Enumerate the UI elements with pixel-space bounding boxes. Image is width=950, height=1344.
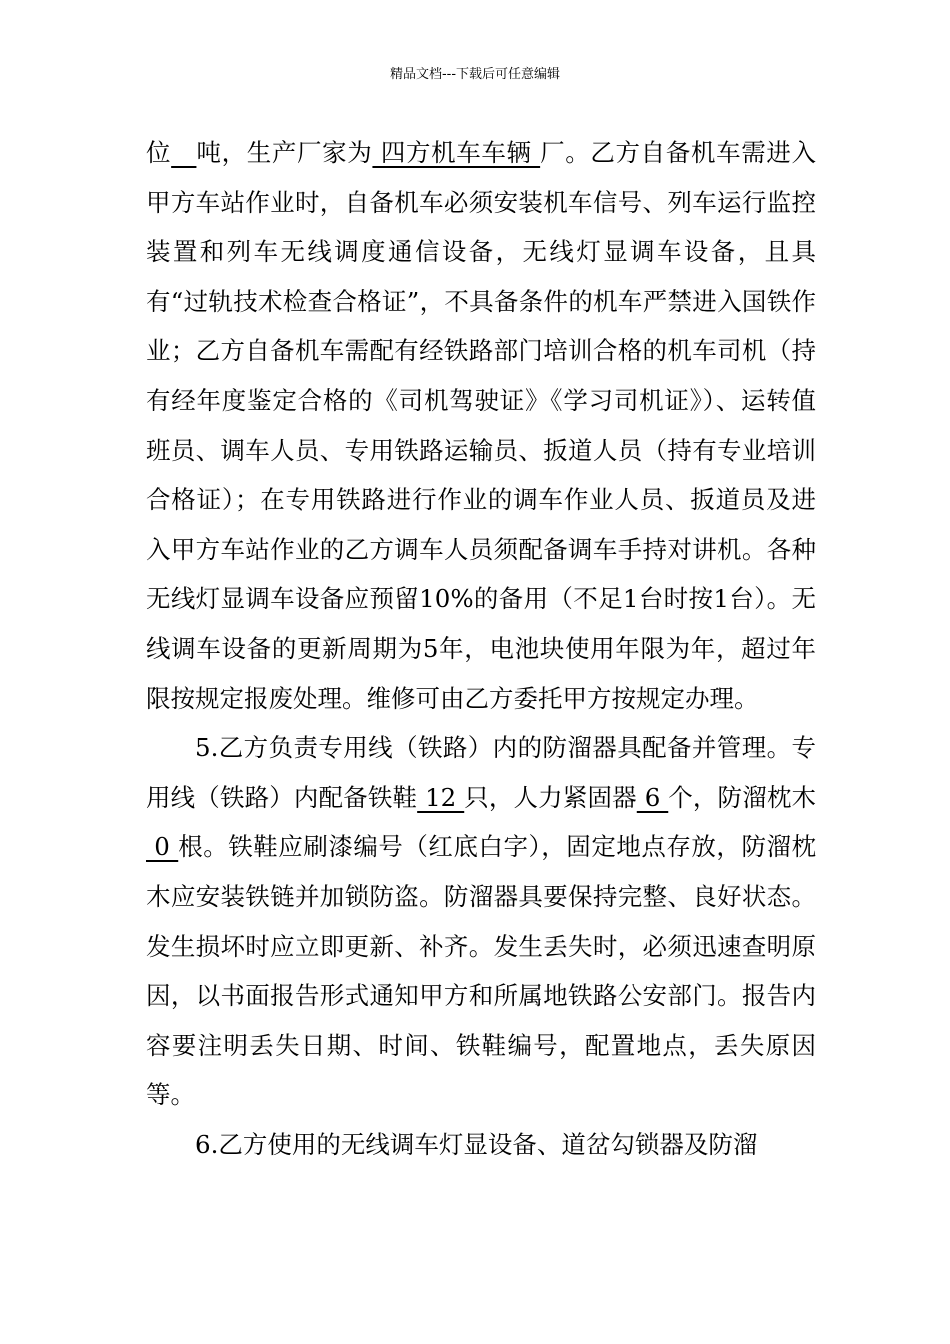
document-body (146, 128, 816, 1169)
text-run: 6.乙方使用的无线调车灯显设备、道岔勾锁器及防溜 (195, 1129, 758, 1159)
paragraph-equipment (146, 128, 816, 723)
text-run: 5.乙方负责专用线（铁路）内的防溜器具配备并管理。专用线（铁路）内配备铁鞋 (146, 733, 816, 812)
filled-iron-shoe-count: 12 (417, 782, 465, 812)
text-run: 根。铁鞋应刷漆编号（红底白字），固定地点存放，防溜枕木应安装铁链并加锁防盗。防溜器具要保持完整、良好状态。发生损坏时应立即更新、补齐。发生丢失时，必须迅速查明原因，以书面报告形式通知甲方和所属地铁路公安部门。报告内容要注明丢失日期、时间、铁鞋编号，配置地点，丢失原因等。 (146, 832, 817, 1110)
text-run: 只，人力紧固器 (464, 782, 637, 812)
text-run: 位 (146, 138, 172, 167)
page-header: 精品文档---下载后可任意编辑 (389, 67, 561, 82)
filled-manufacturer: 四方机车车辆 (372, 138, 541, 167)
paragraph-clause-6 (146, 1120, 816, 1170)
text-run: 个，防溜枕木 (668, 782, 817, 812)
filled-sleeper-count: 0 (146, 832, 179, 862)
blank-tonnage (171, 138, 196, 167)
text-run: 厂。乙方自备机车需进入甲方车站作业时，自备机车必须安装机车信号、列车运行监控装置和列车无线调度通信设备，无线灯显调车设备，且具有“过轨技术检查合格证”，不具备条件的机车严禁进入国铁作业；乙方自备机车需配有经铁路部门培训合格的机车司机（持有经年度鉴定合格的《司机驾驶证》《学习司机证》）、运转值班员、调车人员、专用铁路运输员、扳道人员（持有专业培训合格证）；在专用铁路进行作业的调车作业人员、扳道员及进入甲方车站作业的乙方调车人员须配备调车手持对讲机。各种无线灯显调车设备应预留10%的备用（不足1台时按1台）。无线调车设备的更新周期为5年，电池块使用年限为年，超过年限按规定报废处理。维修可由乙方委托甲方按规定办理。 (146, 138, 817, 713)
text-run: 吨，生产厂家为 (196, 138, 373, 167)
paragraph-clause-5 (146, 723, 816, 1120)
filled-tightener-count: 6 (636, 782, 669, 812)
